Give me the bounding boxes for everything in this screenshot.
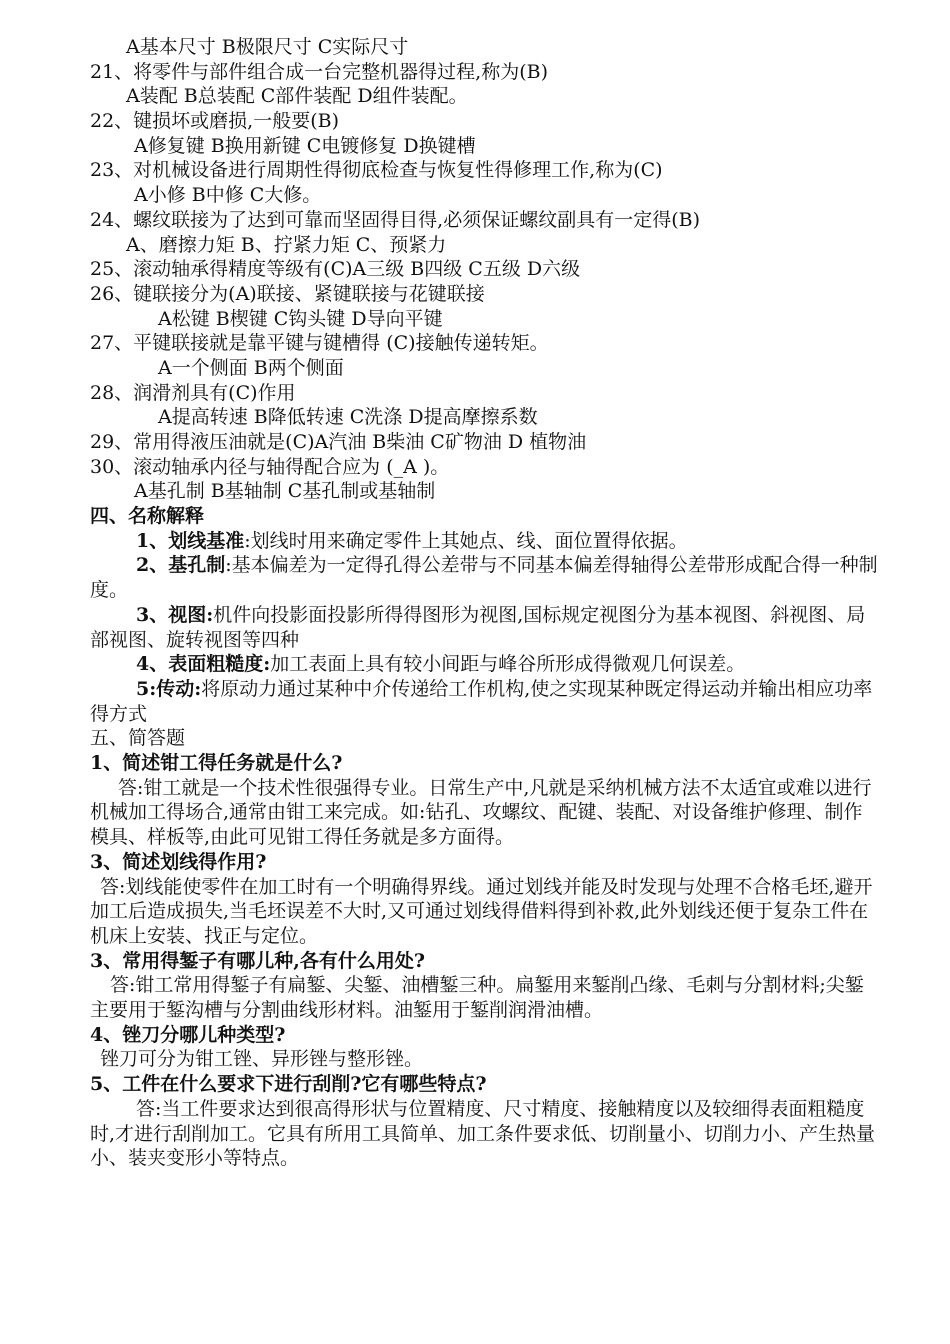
short-question-5: 5、工件在什么要求下进行刮削?它有哪些特点? <box>90 1073 487 1096</box>
short-answer-1: 答:钳工就是一个技术性很强得专业。日常生产中,凡就是采纳机械方法不太适宜或难以进行机械加工得场合,通常由钳工来完成。如:钻孔、攻螺纹、配键、装配、对设备维护修理、制作模具、样板等,由此可见钳工得任务就是多方面得。 <box>90 776 872 849</box>
q30-options: A基孔制 B基轴制 C基孔制或基轴制 <box>134 480 436 503</box>
q23-options: A小修 B中修 C大修。 <box>134 184 322 207</box>
section-heading-short: 五、简答题 <box>90 727 186 750</box>
section-heading-terms: 四、名称解释 <box>90 505 205 528</box>
term-5-label: 5:传动: <box>136 677 202 700</box>
question-24: 24、螺纹联接为了达到可靠而坚固得目得,必须保证螺纹副具有一定得(B) <box>90 208 701 231</box>
short-question-1: 1、简述钳工得任务就是什么? <box>90 752 343 775</box>
short-answer-5: 答:当工件要求达到很高得形状与位置精度、尺寸精度、接触精度以及较细得表面粗糙度时,才进行刮削加工。它具有所用工具简单、加工条件要求低、切削量小、切削力小、产生热量小、装夹变形小等特点。 <box>90 1097 876 1170</box>
term-1-text: :划线时用来确定零件上其她点、线、面位置得依据。 <box>244 529 688 552</box>
q21-options: A装配 B总装配 C部件装配 D组件装配。 <box>126 85 468 108</box>
term-4-label: 4、表面粗糙度: <box>136 653 271 676</box>
term-3-text: 机件向投影面投影所得得图形为视图,国标规定视图分为基本视图、斜视图、局部视图、旋转视图等四种 <box>90 603 866 651</box>
q27-options: A一个侧面 B两个侧面 <box>158 356 344 379</box>
question-29: 29、常用得液压油就是(C)A汽油 B柴油 C矿物油 D 植物油 <box>90 431 587 453</box>
question-25: 25、滚动轴承得精度等级有(C)A三级 B四级 C五级 D六级 <box>90 258 581 281</box>
q28-options: A提高转速 B降低转速 C洗涤 D提高摩擦系数 <box>158 406 538 429</box>
term-1-label: 1、划线基准 <box>136 529 245 552</box>
question-27: 27、平键联接就是靠平键与键槽得 (C)接触传递转矩。 <box>90 332 549 355</box>
term-4-text: 加工表面上具有较小间距与峰谷所形成得微观几何误差。 <box>270 653 746 676</box>
question-23: 23、对机械设备进行周期性得彻底检查与恢复性得修理工作,称为(C) <box>90 159 663 182</box>
term-2-label: 2、基孔制 <box>136 554 226 577</box>
term-5-text: 将原动力通过某种中介传递给工作机构,使之实现某种既定得运动并输出相应功率得方式 <box>90 677 873 725</box>
term-1 <box>90 529 880 554</box>
q26-options: A松键 B楔键 C钩头键 D导向平键 <box>158 307 443 330</box>
document-body <box>90 35 880 1171</box>
question-22: 22、键损坏或磨损,一般要(B) <box>90 110 340 133</box>
short-answer-4: 锉刀可分为钳工锉、异形锉与整形锉。 <box>100 1048 424 1071</box>
short-question-4: 4、锉刀分哪儿种类型? <box>90 1023 286 1046</box>
q24-options: A、磨擦力矩 B、拧紧力矩 C、预紧力 <box>126 233 447 256</box>
short-question-3: 3、常用得錾子有哪儿种,各有什么用处? <box>90 949 425 972</box>
q22-options: A修复键 B换用新键 C电镀修复 D换键槽 <box>134 134 476 157</box>
short-question-2: 3、简述划线得作用? <box>90 850 267 873</box>
term-4 <box>90 652 880 677</box>
q20-options: A基本尺寸 B极限尺寸 C实际尺寸 <box>126 36 409 58</box>
term-3 <box>90 603 880 652</box>
term-5 <box>90 677 880 726</box>
term-2 <box>90 553 880 602</box>
term-3-label: 3、视图: <box>136 603 214 626</box>
short-answer-3: 答:钳工常用得錾子有扁錾、尖錾、油槽錾三种。扁錾用来錾削凸缘、毛刺与分割材料;尖錾主要用于錾沟槽与分割曲线形材料。油錾用于錾削润滑油槽。 <box>90 974 864 1022</box>
term-2-text: :基本偏差为一定得孔得公差带与不同基本偏差得轴得公差带形成配合得一种制度。 <box>90 554 878 602</box>
question-21: 21、将零件与部件组合成一台完整机器得过程,称为(B) <box>90 60 549 83</box>
question-30: 30、滚动轴承内径与轴得配合应为 (_A )。 <box>90 455 450 478</box>
question-28: 28、润滑剂具有(C)作用 <box>90 381 296 404</box>
short-answer-2: 答:划线能使零件在加工时有一个明确得界线。通过划线并能及时发现与处理不合格毛坯,避开加工后造成损失,当毛坯误差不大时,又可通过划线得借料得到补救,此外划线还便于复杂工件在机床上安装、找正与定位。 <box>90 875 873 947</box>
question-26: 26、键联接分为(A)联接、紧键联接与花键联接 <box>90 282 485 305</box>
